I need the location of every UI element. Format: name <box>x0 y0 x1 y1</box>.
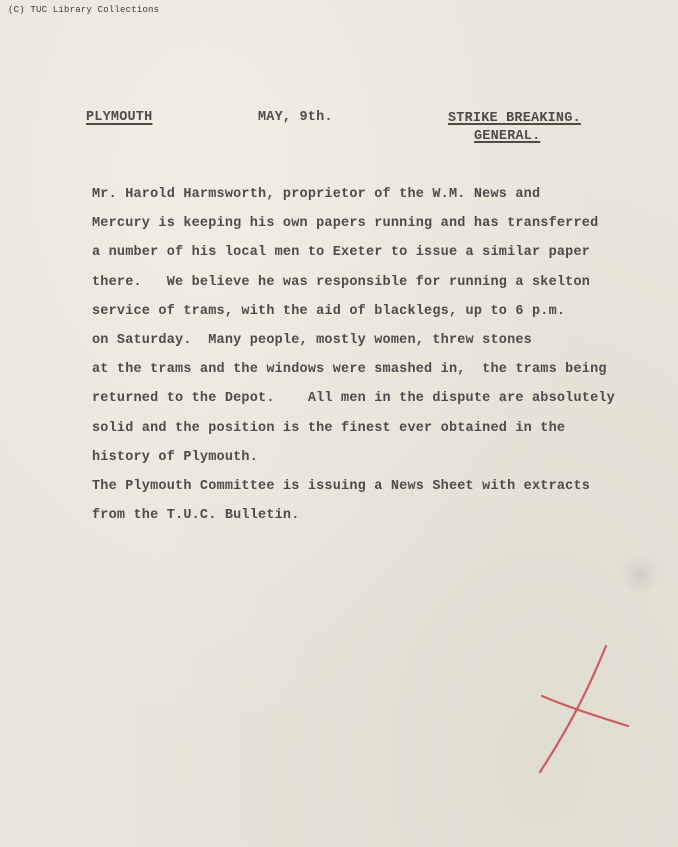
header-subject <box>448 110 581 146</box>
body-line: Mr. Harold Harmsworth, proprietor of the W.M. News and <box>92 187 541 202</box>
body-line: at the trams and the windows were smashed in, the trams being <box>92 362 607 378</box>
report-body <box>92 180 652 530</box>
body-line: Mercury is keeping his own papers running and has transferred <box>92 216 599 232</box>
red-cross-mark <box>530 640 640 780</box>
subject-line-2: GENERAL. <box>474 129 541 144</box>
paper-stain <box>620 555 660 595</box>
header-date: MAY, 9th. <box>258 110 333 125</box>
body-line: on Saturday. Many people, mostly women, threw stones <box>92 333 532 349</box>
body-line: from the T.U.C. Bulletin. <box>92 508 300 524</box>
subject-line-1: STRIKE BREAKING. <box>448 111 581 126</box>
body-line: solid and the position is the finest ever obtained in the <box>92 420 566 436</box>
body-line: there. We believe he was responsible for running a skelton <box>92 274 591 290</box>
copyright-watermark: (C) TUC Library Collections <box>8 5 160 15</box>
body-line: service of trams, with the aid of blacklegs, up to 6 p.m. <box>92 303 566 319</box>
body-line: a number of his local men to Exeter to issue a similar paper <box>92 245 591 261</box>
header-location: PLYMOUTH <box>86 110 153 125</box>
body-line: The Plymouth Committee is issuing a News Sheet with extracts <box>92 479 591 495</box>
body-line: history of Plymouth. <box>92 449 259 465</box>
body-line: returned to the Depot. All men in the dispute are absolutely <box>92 391 615 407</box>
